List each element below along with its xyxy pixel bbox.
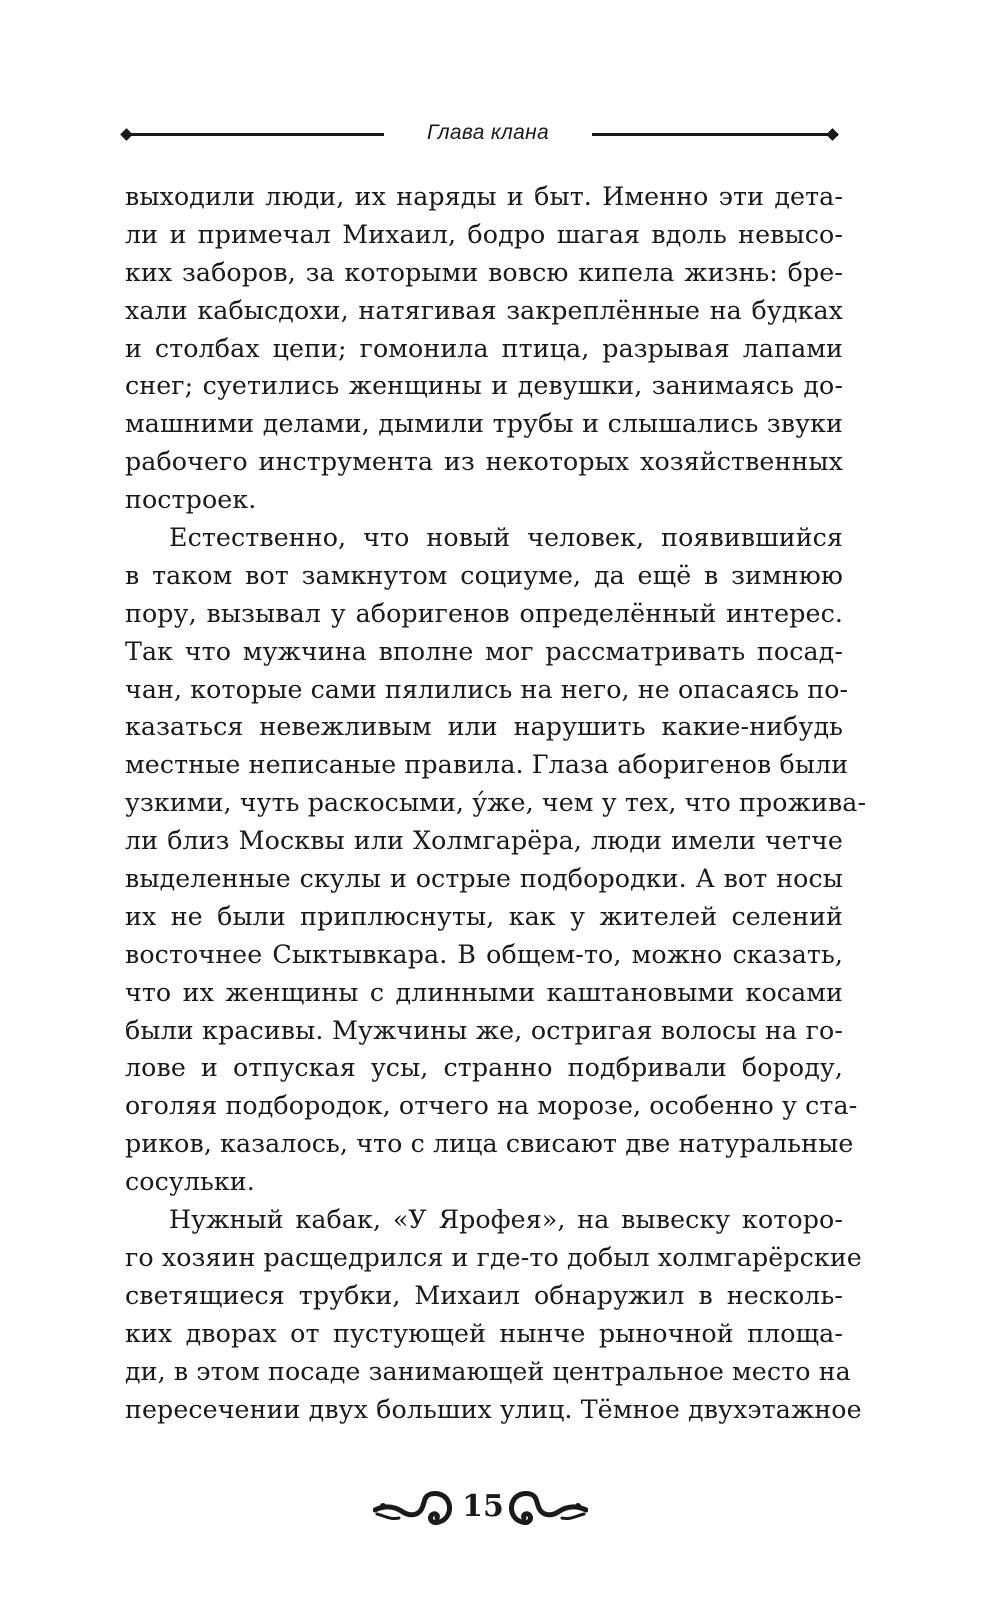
- text-line: светящиеся трубки, Михаил обнаружил в несколь-: [125, 1280, 843, 1310]
- text-line: Так что мужчина вполне мог рассматривать посад-: [125, 636, 843, 666]
- text-line: Естественно, что новый человек, появившийся: [169, 523, 843, 553]
- text-line: ких дворах от пустующей нынче рыночной площа-: [125, 1318, 843, 1348]
- running-header: [122, 118, 844, 148]
- text-line: го хозяин расщедрился и где-то добыл холмгарёрские: [125, 1242, 862, 1272]
- body-text: [125, 178, 867, 1428]
- text-line: ди, в этом посаде занимающей центральное место на: [125, 1356, 851, 1386]
- flourish-right-icon: [506, 1486, 588, 1528]
- text-line: риков, казалось, что с лица свисают две натуральные: [125, 1129, 854, 1159]
- text-line: в таком вот замкнутом социуме, да ещё в зимнюю: [125, 560, 843, 590]
- header-rule-right: [592, 133, 838, 136]
- text-line: их не были приплюснуты, как у жителей селений: [125, 901, 843, 931]
- text-line: машними делами, дымили трубы и слышались звуки: [125, 409, 843, 439]
- text-line: хали кабысдохи, натягивая закреплённые на будках: [125, 295, 843, 325]
- text-line: ли близ Москвы или Холмгарёра, люди имели четче: [125, 826, 843, 856]
- text-line: пересечении двух больших улиц. Тёмное двухэтажное: [125, 1394, 862, 1424]
- text-line: сосульки.: [125, 1167, 255, 1197]
- text-line: восточнее Сыктывкара. В общем-то, можно сказать,: [125, 939, 843, 969]
- text-line: оголяя подбородок, отчего на морозе, особенно у ста-: [125, 1091, 858, 1121]
- text-line: ли и примечал Михаил, бодро шагая вдоль невысо-: [125, 219, 843, 249]
- text-line: построек.: [125, 485, 257, 515]
- text-line: казаться невежливым или нарушить какие-нибудь: [125, 712, 843, 742]
- text-line: лове и отпуская усы, странно подбривали бороду,: [125, 1053, 843, 1083]
- text-line: были красивы. Мужчины же, остригая волосы на го-: [125, 1015, 843, 1045]
- header-diamond-right: [826, 128, 839, 141]
- text-line: снег; суетились женщины и девушки, занимаясь до-: [125, 371, 843, 401]
- text-line: ких заборов, за которыми вовсю кипела жизнь: бре-: [125, 257, 843, 287]
- text-line: местные неписаные правила. Глаза аборигенов были: [125, 750, 849, 780]
- text-line: выделенные скулы и острые подбородки. А вот носы: [125, 864, 843, 894]
- flourish-left-icon: [373, 1486, 455, 1528]
- text-line: и столбах цепи; гомонила птица, разрывая лапами: [125, 333, 843, 363]
- text-line: Нужный кабак, «У Ярофея», на вывеску которо-: [169, 1205, 843, 1235]
- text-line: пору, вызывал у аборигенов определённый интерес.: [125, 598, 843, 628]
- running-title: Глава клана: [426, 121, 549, 144]
- page-number: 15: [462, 1489, 504, 1524]
- text-line: рабочего инструмента из некоторых хозяйственных: [125, 447, 843, 477]
- text-line: узкими, чуть раскосыми, у́же, чем у тех, что прожива-: [125, 788, 867, 818]
- header-rule-left: [128, 133, 384, 136]
- text-line: что их женщины с длинными каштановыми косами: [125, 977, 843, 1007]
- text-line: чан, которые сами пялились на него, не опасаясь по-: [125, 674, 849, 704]
- page-footer: [0, 1478, 1000, 1538]
- text-line: выходили люди, их наряды и быт. Именно эти дета-: [125, 182, 843, 211]
